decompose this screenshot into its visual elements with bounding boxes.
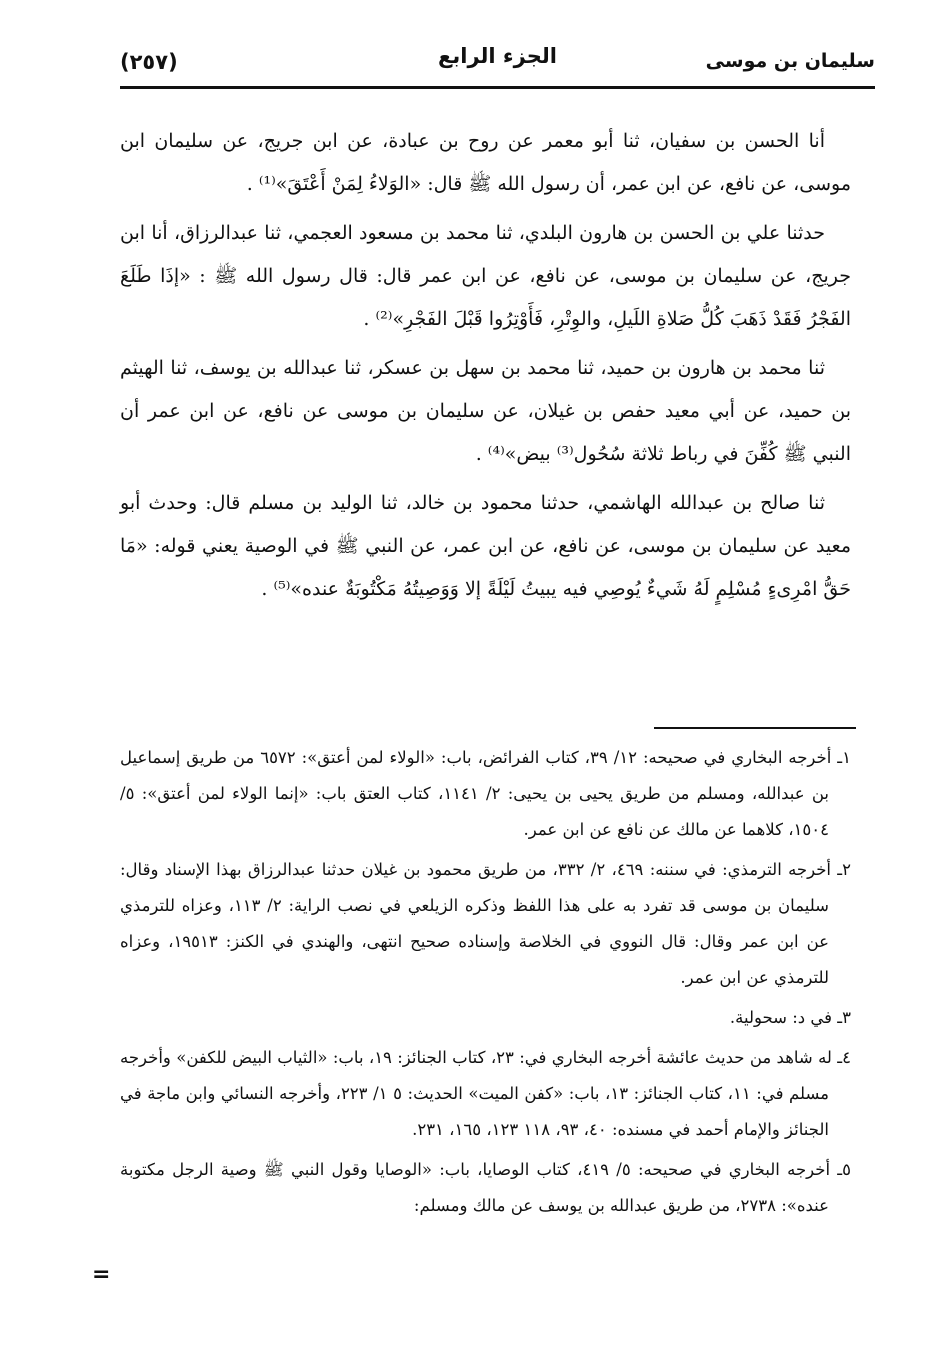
header-part-title: الجزء الرابع [438, 44, 557, 68]
continuation-mark: = [92, 1262, 111, 1287]
hadith-paragraph: أنا الحسن بن سفيان، ثنا أبو معمر عن روح بن عبادة، عن ابن جريج، عن سليمان ابن موسى، عن نافع، عن ابن عمر، أن رسول الله ﷺ قال: «الوَلاءُ لِمَنْ أَعْتَقَ»⁽¹⁾ . [120, 130, 851, 195]
footnote: ٤ـ له شاهد من حديث عائشة أخرجه البخاري في: ٢٣، كتاب الجنائز: ١٩، باب: «الثياب البيض للكفن» وأخرجه مسلم في: ١١، كتاب الجنائز: ١٣، باب: «كفن الميت» الحديث: ٥ ١/ ٢٢٣، وأخرجه النسائي وابن ماجة في الجنائز والإمام أحمد في مسنده: ٤٠، ٩٣، ١١٨ ١٢٣، ١٦٥، ٢٣١. [120, 1048, 851, 1139]
header-author: سليمان بن موسى [705, 50, 875, 72]
page-number: (٢٥٧) [120, 50, 178, 74]
footnote: ٥ـ أخرجه البخاري في صحيحه: ٥/ ٤١٩، كتاب الوصايا، باب: «الوصايا وقول النبي ﷺ وصية الرجل مكتوبة عنده»: ٢٧٣٨، من طريق عبدالله بن يوسف عن مالك ومسلم: [120, 1160, 851, 1215]
footnote-separator [654, 727, 856, 729]
hadith-paragraph: ثنا محمد بن هارون بن حميد، ثنا محمد بن سهل بن عسكر، ثنا عبدالله بن يوسف، ثنا الهيثم بن حميد، عن أبي معيد حفص بن غيلان، عن سليمان بن موسى عن نافع، عن ابن عمر أن النبي ﷺ كُفِّنَ في رباط ثلاثة سُحُول⁽³⁾ بيض»⁽⁴⁾ . [120, 357, 851, 465]
footnotes [120, 740, 851, 1228]
footnote: ١ـ أخرجه البخاري في صحيحه: ١٢/ ٣٩، كتاب الفرائض، باب: «الولاء لمن أعتق»: ٦٥٧٢ من طريق إسماعيل بن عبدالله، ومسلم من طريق يحيى بن يحيى: ٢/ ١١٤١، كتاب العتق باب: «إنما الولاء لمن أعتق»: ٥/ ١٥٠٤، كلاهما عن مالك عن نافع عن ابن عمر. [120, 748, 851, 839]
running-header [120, 44, 875, 84]
hadith-paragraph: حدثنا علي بن الحسن بن هارون البلدي، ثنا محمد بن مسعود العجمي، ثنا عبدالرزاق، أنا ابن جريج، عن سليمان بن موسى، عن نافع، عن ابن عمر قال: قال رسول الله ﷺ : «إذَا طَلَعَ الفَجْرُ فَقَدْ ذَهَبَ كُلُّ صَلاةِ اللَيلِ، والوِتْرِ، فَأَوْتِرُوا قَبْلَ الفَجْرِ»⁽²⁾ . [120, 222, 851, 330]
footnote: ٢ـ أخرجه الترمذي: في سننه: ٤٦٩، ٢/ ٣٣٢، من طريق محمود بن غيلان حدثنا عبدالرزاق بهذا الإسناد وقال: سليمان بن موسى قد تفرد به على هذا اللفظ وذكره الزيلعي في نصب الراية: ٢/ ١١٣، وعزاه للترمذي عن ابن عمر وقال: قال النووي في الخلاصة وإسناده صحيح انتهى، والهندي في الكنز: ١٩٥١٣، وعزاه للترمذي عن ابن عمر. [120, 860, 851, 987]
main-text [120, 120, 851, 617]
footnote: ٣ـ في د: سحولية. [729, 1008, 851, 1027]
hadith-paragraph: ثنا صالح بن عبدالله الهاشمي، حدثنا محمود بن خالد، ثنا الوليد بن مسلم قال: وحدث أبو معيد عن سليمان بن موسى، عن نافع، عن ابن عمر، عن النبي ﷺ في الوصية يعني قوله: «مَا حَقُّ امْرِىءٍ مُسْلِمٍ لَهُ شَيءٌ يُوصِي فيه يبيتُ لَيْلَةً إلا وَوَصِيتُهُ مَكْتُوبَةٌ عنده»⁽⁵⁾ . [120, 492, 851, 600]
header-rule [120, 86, 875, 89]
